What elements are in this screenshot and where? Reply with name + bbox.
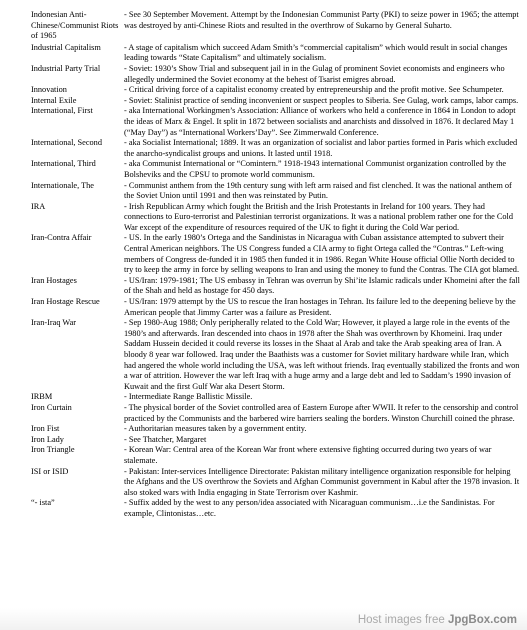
term: Industrial Capitalism xyxy=(31,42,101,52)
term: Iron Lady xyxy=(31,434,64,444)
term: “- ista” xyxy=(31,498,55,508)
glossary-entry xyxy=(31,138,521,159)
glossary-entry xyxy=(31,403,521,424)
term: Iran Hostages xyxy=(31,275,77,285)
glossary-entry xyxy=(31,467,521,499)
term: Indonesian Anti-Chinese/Communist Riots of 1965 xyxy=(31,10,119,41)
term: Iron Triangle xyxy=(31,445,75,455)
watermark-brand: JpgBox.com xyxy=(447,614,517,626)
definition: - Critical driving force of a capitalist economy created by entrepreneurship and the profit motive. See Schumpeter. xyxy=(124,85,504,95)
glossary-entry xyxy=(31,276,521,297)
term: IRBM xyxy=(31,392,53,402)
definition: - Authoritarian measures taken by a government entity. xyxy=(124,424,307,434)
glossary-entry xyxy=(31,424,521,435)
term: IRA xyxy=(31,201,46,211)
term: Internationale, The xyxy=(31,180,94,190)
glossary-entry xyxy=(31,435,521,446)
term: International, Second xyxy=(31,138,102,148)
definition: - A stage of capitalism which succeed Adam Smith’s “commercial capitalism” which would result in social changes leading towards “State Capitalism” and ultimately socialism. xyxy=(124,42,508,63)
definition: - Irish Republican Army which fought the British and the Irish Protestants in Ireland for 100 years. They had connections to Euro-terrorist and Palestinian terrorist organizations. It was a national problem rather one for the Cold War except of the expenditure of resources required of the UK to fight it during the Cold War period. xyxy=(124,201,513,232)
watermark-prefix: Host images free xyxy=(357,614,448,626)
glossary-list xyxy=(31,10,521,520)
glossary-entry xyxy=(31,43,521,64)
term: Iron Fist xyxy=(31,424,60,434)
definition: - Soviet: Stalinist practice of sending inconvenient or suspect peoples to Siberia. See Gulag, work camps, labor camps. xyxy=(124,95,519,105)
definition: - The physical border of the Soviet controlled area of Eastern Europe after WWII. It refer to the censorship and control practiced by the Communists and the barbered wire barriers sealing the borders. Winston Churchill coined the phrase. xyxy=(124,402,519,423)
definition: - See Thatcher, Margaret xyxy=(124,434,207,444)
glossary-entry xyxy=(31,233,521,275)
glossary-entry xyxy=(31,445,521,466)
glossary-entry xyxy=(31,64,521,85)
term: Iran-Iraq War xyxy=(31,318,77,328)
glossary-entry xyxy=(31,10,521,42)
term: International, Third xyxy=(31,159,96,169)
term: Internal Exile xyxy=(31,95,77,105)
term: Industrial Party Trial xyxy=(31,63,101,73)
term: ISI or ISID xyxy=(31,466,69,476)
definition: - aka Communist International or “Comintern.” 1918-1943 international Communist organization controlled by the Bolsheviks and the CPSU to promote world communism. xyxy=(124,159,507,179)
watermark-bar xyxy=(0,608,527,630)
definition: - Suffix added by the west to any person/idea associated with Nicaraguan communism…i.e the Sandinistas. For example, Clintonistas…etc. xyxy=(124,498,495,518)
definition: - Sep 1980-Aug 1988; Only peripherally related to the Cold War; However, it played a large role in the events of the 1980’s and afterwards. Iran descended into chaos in 1978 after the Shah was overthrown by Khomeini. Iraq under Saddam Hussein decided it could reverse its losses in the Shaat al Arab and take the Arab speaking area of Iran. A bloody 8 year war followed. Iraq under the Baathists was a customer for Soviet military hardware while Iran, which had angered the whole world including the USA, was left without friends. Iraq eventually stabilized the fronts and won a war of attrition. However the war left Iraq with a huge army and a large debt and led to Saddam’s 1990 invasion of Kuwait and the first Gulf War aka Desert Storm. xyxy=(124,318,520,391)
term: International, First xyxy=(31,106,93,116)
glossary-entry xyxy=(31,106,521,138)
term: Iran Hostage Rescue xyxy=(31,297,100,307)
definition: - Soviet: 1930’s Show Trial and subsequent jail in in the Gulag of prominent Soviet economists and engineers who allegedly undermined the Soviet economy at the behest of Tsarist emigres abroad. xyxy=(124,63,505,84)
term: Innovation xyxy=(31,85,67,95)
term: Iron Curtain xyxy=(31,402,72,412)
definition: - aka International Workingmen’s Association: Alliance of workers who held a conference in 1864 in London to adopt the ideas of Marx & Engel. It split in 1872 between socialists and anarchists and dissolved in 1876. It declared May 1 (“May Day”) as “International Workers’Day”. See Zimmerwald Conference. xyxy=(124,106,516,137)
definition: - Korean War: Central area of the Korean War front where extensive fighting occurred during two years of war stalemate. xyxy=(124,445,492,465)
glossary-entry xyxy=(31,181,521,202)
glossary-entry xyxy=(31,297,521,318)
glossary-entry xyxy=(31,96,521,107)
definition: - See 30 September Movement. Attempt by the Indonesian Communist Party (PKI) to seize power in 1965; the attempt was destroyed by anti-Chinese Riots and resulted in the overthrow of Sukarno by General Suharto. xyxy=(124,10,519,30)
glossary-entry xyxy=(31,159,521,180)
glossary-entry xyxy=(31,318,521,392)
watermark-text xyxy=(358,614,517,626)
definition: - US. In the early 1980’s Ortega and the Sandinistas in Nicaragua with Cuban assistance attempted to subvert their Central American neighbors. The US Congress funded a CIA army to fight Ortega called the “Contras.” Left-wing members of Congress de-funded it in 1985 then funded it in 1986. Regan White House official Ollie North decided to try to keep the army in force by selling weapons to Iran and using the money to fund the Contras. The CIA got blamed. xyxy=(124,233,520,275)
definition: - Intermediate Range Ballistic Missile. xyxy=(124,392,253,402)
glossary-entry xyxy=(31,498,521,519)
definition: - US/Iran: 1979 attempt by the US to rescue the Iran hostages in Tehran. Its failure led to the deepening believe by the American people that Jimmy Carter was a failure as President. xyxy=(124,297,516,317)
definition: - US/Iran: 1979-1981; The US embassy in Tehran was overrun by Shi’ite Islamic radicals under Khomeini after the fall of the Shah and held as hostage for 450 days. xyxy=(124,275,520,296)
definition: - Pakistan: Inter-services Intelligence Directorate: Pakistan military intelligence organization responsible for helping the Afghans and the US overthrow the Soviets and Afghan Communist government in Kabul after the 1978 invasion. It also stoked wars with India engaging in State Terrorism over Kashmir. xyxy=(124,466,520,497)
term: Iran-Contra Affair xyxy=(31,233,92,243)
glossary-entry xyxy=(31,392,521,403)
glossary-entry xyxy=(31,202,521,234)
definition: - Communist anthem from the 19th century sung with left arm raised and fist clenched. It was the national anthem of the Soviet Union until 1991 and then was reinstated by Putin. xyxy=(124,180,512,201)
glossary-entry xyxy=(31,85,521,96)
definition: - aka Socialist International; 1889. It was an organization of socialist and labor parties formed in Paris which excluded the anarcho-syndicalist groups and unions. It lasted until 1918. xyxy=(124,138,518,158)
